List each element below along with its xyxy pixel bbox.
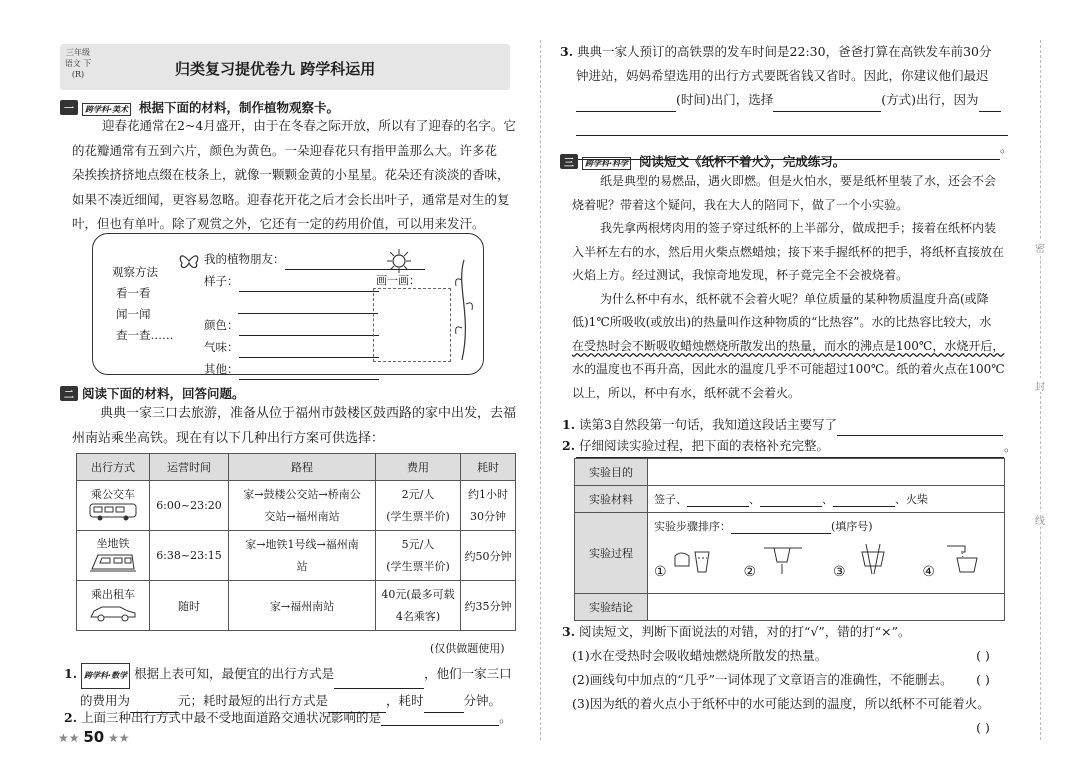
seal-char: 线 — [1034, 512, 1046, 526]
mode-label: 坐地铁 — [96, 537, 130, 550]
passage-line: 州南站乘坐高铁。现在有以下几种出行方案可供选择： — [72, 430, 385, 446]
question-3-2 — [562, 436, 829, 454]
materials-text: 、 — [822, 493, 833, 506]
step-number: ① — [654, 564, 667, 580]
observation-methods — [112, 262, 174, 346]
question-text: 上面三种出行方式中最不受地面道路交通状况影响的是 — [81, 710, 382, 725]
passage-line: 低)1℃所吸收(或放出)的热量叫作这种物质的“比热容”。水的比热容比较大，水 — [572, 315, 992, 329]
question-2-1 — [64, 662, 512, 713]
star-icon: ★★ — [108, 731, 130, 745]
grade-line: 三年级 — [66, 48, 90, 57]
passage-line: 叶，但也有单叶。除了观赏之外，它还有一定的药用价值，可以用来发汗。 — [72, 216, 485, 231]
sun-icon — [386, 248, 412, 274]
subject-tag: 跨学科·数学 — [81, 663, 130, 689]
question-3-3 — [562, 620, 1002, 740]
materials-cell — [648, 486, 1005, 513]
question-text: 仔细阅读实验过程，把下面的表格补充完整。 — [579, 438, 830, 453]
row-label: 实验结论 — [575, 594, 648, 621]
question-2-3 — [560, 40, 1013, 160]
column-header: 费用 — [376, 454, 461, 481]
purpose-cell[interactable] — [648, 459, 1005, 486]
section-number: 二 — [60, 386, 78, 401]
table-row — [575, 459, 1005, 486]
plant-passage — [72, 114, 516, 237]
materials-text: 、火柴 — [895, 493, 928, 506]
row-label: 实验材料 — [575, 486, 648, 513]
other-blank[interactable] — [239, 365, 379, 380]
passage-line: 水的温度也不再升高，因此水的温度几乎不可能超过100℃。纸的着火点在100℃ — [572, 362, 1005, 376]
question-text: 钟进站，妈妈希望选用的出行方式要既省钱又省时。因此，你建议他们最迟 — [576, 68, 989, 83]
answer-paren[interactable]: ( ) — [976, 672, 990, 687]
cost-line: 40元(最多可载 — [381, 587, 455, 601]
shape-blank-2[interactable] — [238, 299, 378, 314]
star-icon: ★★ — [58, 731, 80, 745]
seal-char: 封 — [1034, 378, 1046, 392]
travel-table — [76, 453, 516, 631]
cost-cell — [376, 581, 461, 631]
materials-text: 、 — [749, 493, 760, 506]
method-item: 看一看 — [116, 286, 151, 300]
draw-label: 画一画： — [376, 274, 420, 287]
duration-cell — [461, 481, 516, 531]
reason-blank-2[interactable] — [576, 121, 1008, 136]
mode-cell — [77, 481, 150, 531]
judgment-statement: (3)因为纸的着火点小于纸杯中的水可能达到的温度，所以纸杯不可能着火。 — [572, 696, 990, 711]
cost-line: (学生票半价) — [386, 509, 450, 523]
question-number: 2. — [64, 710, 78, 725]
order-blank[interactable] — [731, 519, 831, 534]
cost-line: 5元/人 — [401, 537, 435, 551]
experiment-table — [574, 458, 1005, 621]
time-cell: 随时 — [150, 581, 229, 631]
drawing-area[interactable] — [373, 288, 451, 362]
question-text: 。 — [1004, 439, 1017, 454]
question-text: 。 — [1000, 140, 1013, 155]
material-blank[interactable] — [833, 492, 895, 507]
page-footer — [58, 728, 130, 746]
cost-cell — [376, 531, 461, 581]
time-cell: 6:38~23:15 — [150, 531, 229, 581]
question-text: 。 — [499, 710, 512, 725]
column-header: 出行方式 — [77, 454, 150, 481]
cup-over-candle-icon — [850, 542, 896, 576]
mode-choice-blank[interactable] — [773, 97, 881, 112]
page-divider — [540, 40, 541, 740]
route-cell — [229, 531, 376, 581]
table-note: (仅供做题使用) — [430, 642, 505, 655]
question-text: 读第3自然段第一句话，我知道这段话主要写了 — [579, 417, 838, 432]
conclusion-cell[interactable] — [648, 594, 1005, 621]
page-number: 50 — [83, 728, 105, 746]
passage-line: 我先拿两根烤肉用的签子穿过纸杯的上半部分，做成把手；接着在纸杯内装 — [600, 221, 997, 235]
table-row — [575, 594, 1005, 621]
passage-line: 烧着呢？带着这个疑问，我在大人的陪同下，做了一个小实验。 — [572, 197, 909, 212]
passage-line: 纸是典型的易燃品，遇火即燃。但是火怕水，要是纸杯里装了水，还会不会 — [600, 174, 997, 188]
question-number: 3. — [562, 624, 576, 639]
answer-paren[interactable]: ( ) — [976, 720, 990, 735]
question-number: 1. — [562, 417, 576, 432]
cost-line: 4名乘客) — [395, 609, 441, 623]
subject-tag: 跨学科·美术 — [82, 103, 131, 116]
page-title: 归类复习提优卷九 跨学科运用 — [175, 60, 376, 78]
cost-line: 2元/人 — [401, 487, 435, 501]
passage-line: 朵挨挨挤挤地点缀在枝条上，就像一颗颗金黄的小星星。花朵还有淡淡的香味， — [72, 167, 510, 182]
skewer-cup-icon — [760, 542, 806, 576]
least-affected-blank[interactable] — [381, 711, 499, 726]
bus-icon — [88, 502, 138, 522]
method-item: 查一查…… — [116, 328, 174, 342]
step-number: ③ — [832, 564, 846, 580]
route-cell — [229, 481, 376, 531]
question-number: 2. — [562, 438, 576, 453]
passage-line: 迎春花通常在2~4月盛开，由于在冬春之际开放，所以有了迎春的名字。它 — [102, 118, 516, 133]
time-cell: 6:00~23:20 — [150, 481, 229, 531]
other-label: 其他： — [204, 362, 239, 376]
mode-cell — [77, 531, 150, 581]
section-number: 三 — [560, 154, 578, 169]
seal-char: 密 — [1034, 240, 1046, 254]
question-text: 阅读短文，判断下面说法的对错，对的打“√”，错的打“×”。 — [579, 624, 911, 639]
question-2-2 — [64, 708, 512, 726]
section-3-heading — [560, 152, 845, 170]
butterfly-icon — [176, 248, 202, 274]
mode-label: 乘出租车 — [91, 588, 135, 601]
section-instruction: 阅读下面的材料，回答问题。 — [81, 386, 245, 401]
question-text: ，耗时 — [386, 693, 424, 708]
passage-line: 如果不凑近细闻，更容易忽略。迎春花开花之后才会长出叶子，通常是对生的复 — [72, 191, 510, 207]
question-text: 根据上表可知，最便宜的出行方式是 — [134, 666, 335, 681]
question-number: 3. — [560, 44, 574, 59]
cost-cell — [376, 481, 461, 531]
route-line: 家→地铁1号线→福州南 — [245, 537, 359, 551]
order-note: (填序号) — [831, 520, 873, 533]
duration-cell: 约50分钟 — [461, 531, 516, 581]
table-row — [575, 513, 1005, 594]
section-number: 一 — [60, 100, 78, 115]
reason-blank[interactable] — [979, 97, 1001, 112]
material-blank[interactable] — [760, 492, 822, 507]
route-line: 家→鼓楼公交站→桥南公 — [243, 487, 361, 501]
steps-label: 实验步骤排序： — [654, 520, 731, 533]
grade-line: 语文 下 — [64, 59, 92, 68]
shape-label: 样子： — [204, 274, 239, 288]
smell-blank[interactable] — [239, 343, 379, 358]
passage-line: 入半杯左右的水，然后用火柴点燃蜡烛；接下来手握纸杯的把手，将纸杯直接放在 — [572, 244, 1005, 259]
grade-line: (R) — [71, 70, 85, 79]
duration-cell: 约35分钟 — [461, 581, 516, 631]
question-text: 元；耗时最短的出行方式是 — [178, 693, 329, 708]
hand-cup-icon — [671, 542, 717, 576]
travel-passage — [72, 402, 516, 451]
material-blank[interactable] — [687, 492, 749, 507]
question-text: 的费用为 — [80, 693, 131, 708]
duration-line: 约1小时 — [468, 487, 508, 501]
underlined-sentence: 在受热时会不断吸收蜡烛燃烧所散发出的热量，而水的沸点是100℃，水烧开后， — [572, 338, 1005, 353]
answer-paren[interactable]: ( ) — [976, 648, 990, 663]
taxi-icon — [88, 602, 138, 622]
table-row — [575, 486, 1005, 513]
column-header: 路程 — [229, 454, 376, 481]
subject-tag: 跨学科·科学 — [582, 157, 631, 170]
section-2-heading — [60, 384, 245, 402]
column-header: 耗时 — [461, 454, 516, 481]
color-blank[interactable] — [239, 321, 379, 336]
mode-label: 乘公交车 — [91, 488, 135, 501]
duration-line: 30分钟 — [470, 509, 506, 523]
column-header: 运营时间 — [150, 454, 229, 481]
passage-line: 典典一家三口去旅游，准备从位于福州市鼓楼区鼓西路的家中出发，去福 — [100, 406, 517, 421]
grade-badge — [62, 47, 94, 87]
judgment-statement: (2)画线句中加点的“几乎”一词体现了文章语言的准确性，不能删去。 — [572, 672, 953, 687]
section-instruction: 根据下面的材料，制作植物观察卡。 — [139, 100, 340, 115]
judgment-statement: (1)水在受热时会吸收蜡烛燃烧所散发的热量。 — [572, 648, 828, 663]
question-text: (时间)出门，选择 — [676, 92, 774, 107]
shape-blank[interactable] — [239, 277, 379, 292]
method-item: 闻一闻 — [116, 307, 151, 321]
route-line: 交站→福州南站 — [264, 509, 340, 523]
process-cell — [648, 513, 1005, 594]
passage-line: 以上，所以，杯中有水，纸杯就不会着火。 — [572, 385, 801, 400]
faucet-cup-icon — [939, 542, 985, 576]
passage-line: 火焰上方。经过测试，我惊奇地发现，杯子竟完全不会被烧着。 — [572, 268, 909, 282]
question-text: ，他们一家三口 — [424, 666, 512, 681]
section-instruction: 阅读短文《纸杯不着火》，完成练习。 — [639, 154, 846, 169]
row-label: 实验目的 — [575, 459, 648, 486]
vine-icon — [452, 256, 476, 364]
row-label: 实验过程 — [575, 513, 648, 594]
smell-label: 气味： — [204, 340, 239, 354]
table-header-row — [77, 454, 516, 481]
question-number: 1. — [64, 666, 78, 681]
mode-cell — [77, 581, 150, 631]
plant-friend-label: 我的植物朋友： — [204, 252, 285, 266]
methods-title: 观察方法 — [112, 265, 158, 279]
main-idea-blank[interactable] — [837, 421, 1003, 436]
subway-icon — [88, 551, 138, 573]
route-line: 站 — [296, 559, 308, 573]
route-cell: 家→福州南站 — [229, 581, 376, 631]
paper-cup-passage — [572, 170, 1005, 405]
materials-text: 签子、 — [654, 493, 687, 506]
passage-line: 的花瓣通常有五到六片，颜色为黄色。一朵迎春花只有指甲盖那么大。许多花 — [72, 142, 498, 158]
passage-line: 为什么杯中有水，纸杯就不会着火呢？单位质量的某种物质温度升高(或降 — [600, 291, 989, 306]
color-label: 颜色： — [204, 318, 239, 332]
step-number: ② — [743, 564, 757, 580]
departure-time-blank[interactable] — [576, 97, 676, 112]
table-row — [77, 531, 516, 581]
question-text: 分钟。 — [463, 693, 502, 708]
cost-line: (学生票半价) — [386, 559, 450, 573]
question-text: (方式)出行，因为 — [881, 92, 979, 107]
question-text: 典典一家人预订的高铁票的发车时间是22:30，爸爸打算在高铁发车前30分 — [577, 44, 992, 59]
step-number: ④ — [922, 564, 935, 580]
table-row — [77, 581, 516, 631]
cheapest-mode-blank[interactable] — [334, 674, 424, 689]
table-row — [77, 481, 516, 531]
